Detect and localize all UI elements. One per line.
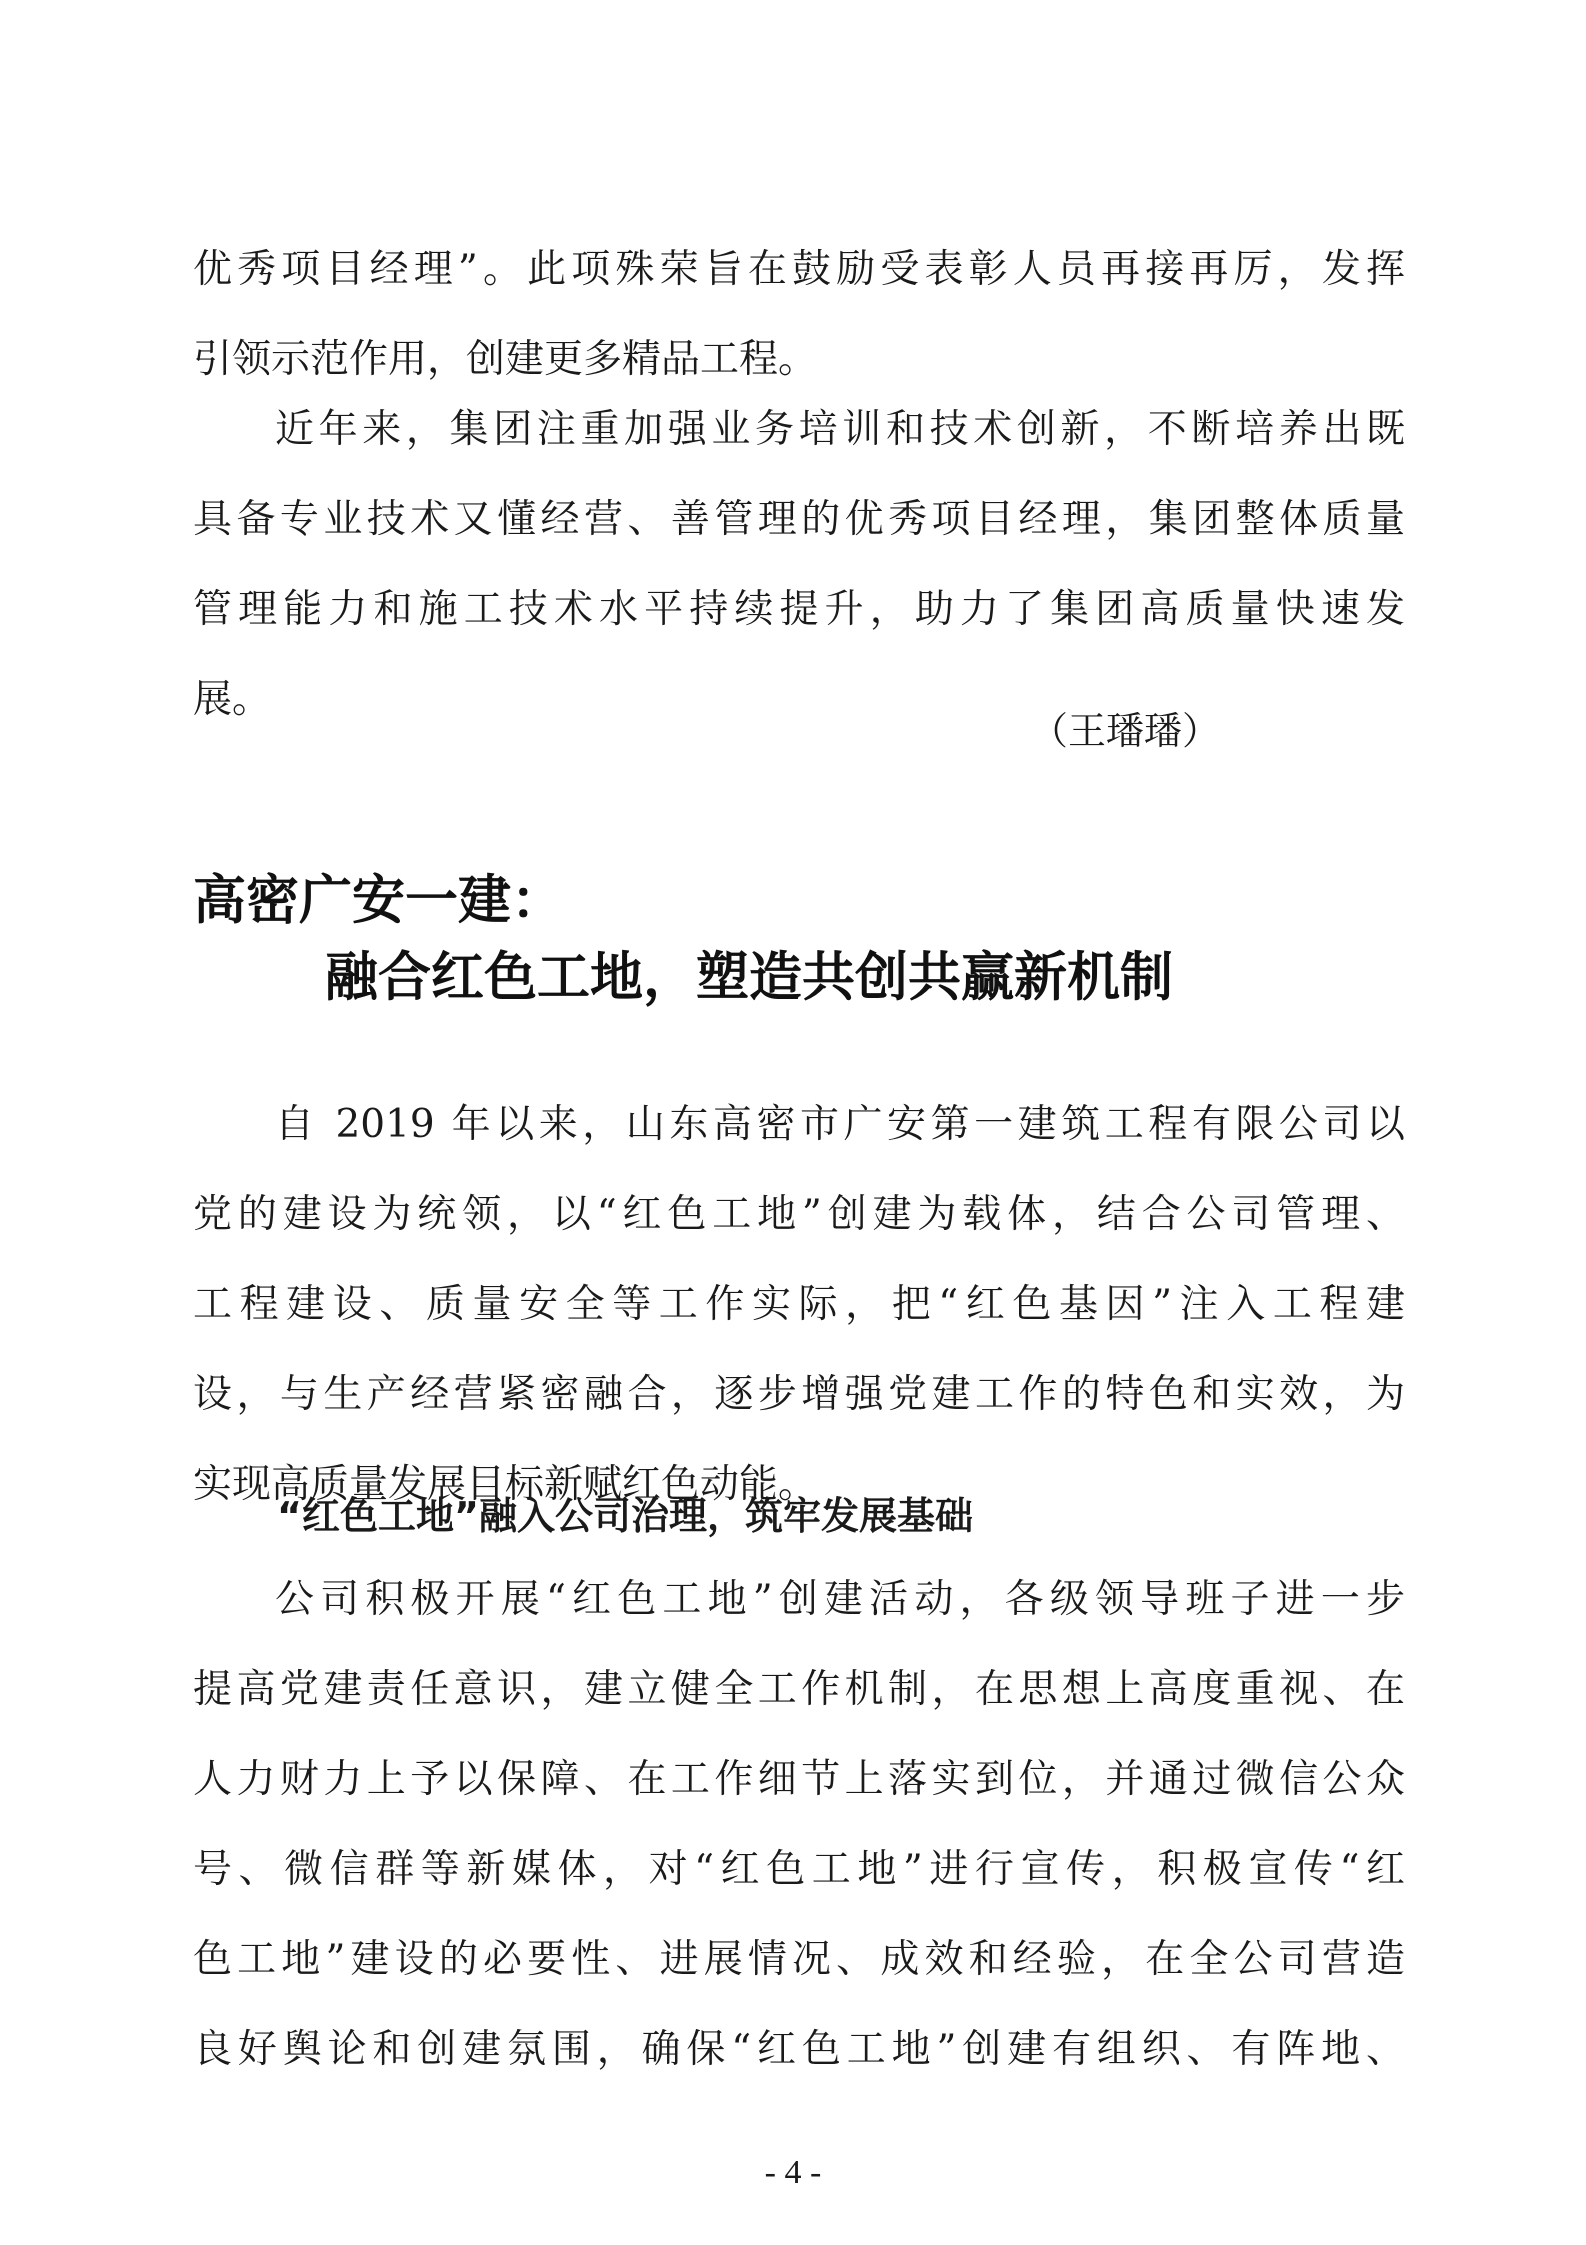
- article-title-line-1: 高密广安一建：: [193, 870, 564, 931]
- text-line: 展。: [193, 677, 272, 722]
- text-line: 优秀项目经理”。此项殊荣旨在鼓励受表彰人员再接再厉，发挥: [193, 247, 1405, 292]
- text-line: 提高党建责任意识，建立健全工作机制，在思想上高度重视、在: [193, 1667, 1405, 1712]
- text-line: 引领示范作用，创建更多精品工程。: [193, 337, 818, 382]
- text-line: 党的建设为统领，以“红色工地”创建为载体，结合公司管理、: [193, 1192, 1405, 1237]
- page-number: - 4 -: [764, 2154, 822, 2191]
- text-line: 良好舆论和创建氛围，确保“红色工地”创建有组织、有阵地、: [193, 2027, 1405, 2072]
- text-line: 实现高质量发展目标新赋红色动能。: [193, 1462, 818, 1507]
- paragraph-recent-years: [193, 385, 1405, 745]
- paragraph-award-conclusion: [193, 225, 1405, 405]
- text-line: 自 2019 年以来，山东高密市广安第一建筑工程有限公司以: [275, 1102, 1405, 1147]
- text-line: 号、微信群等新媒体，对“红色工地”进行宣传，积极宣传“红: [193, 1847, 1405, 1892]
- paragraph-red-site-activities: [193, 1555, 1405, 2095]
- text-line: 近年来，集团注重加强业务培训和技术创新，不断培养出既: [275, 407, 1405, 452]
- text-line: 具备专业技术又懂经营、善管理的优秀项目经理，集团整体质量: [193, 497, 1405, 542]
- text-line: 工程建设、质量安全等工作实际，把“红色基因”注入工程建: [193, 1282, 1405, 1327]
- text-line: 公司积极开展“红色工地”创建活动，各级领导班子进一步: [275, 1577, 1405, 1622]
- section-subheading: “红色工地”融入公司治理，筑牢发展基础: [277, 1494, 973, 1538]
- text-line: 人力财力上予以保障、在工作细节上落实到位，并通过微信公众: [193, 1757, 1405, 1802]
- paragraph-intro: [193, 1080, 1405, 1530]
- text-line: 设，与生产经营紧密融合，逐步增强党建工作的特色和实效，为: [193, 1372, 1405, 1417]
- author-signature: （王璠璠）: [1030, 709, 1221, 753]
- text-line: 管理能力和施工技术水平持续提升，助力了集团高质量快速发: [193, 587, 1405, 632]
- article-title-line-2: 融合红色工地，塑造共创共赢新机制: [325, 947, 1173, 1008]
- text-line: 色工地”建设的必要性、进展情况、成效和经验，在全公司营造: [193, 1937, 1405, 1982]
